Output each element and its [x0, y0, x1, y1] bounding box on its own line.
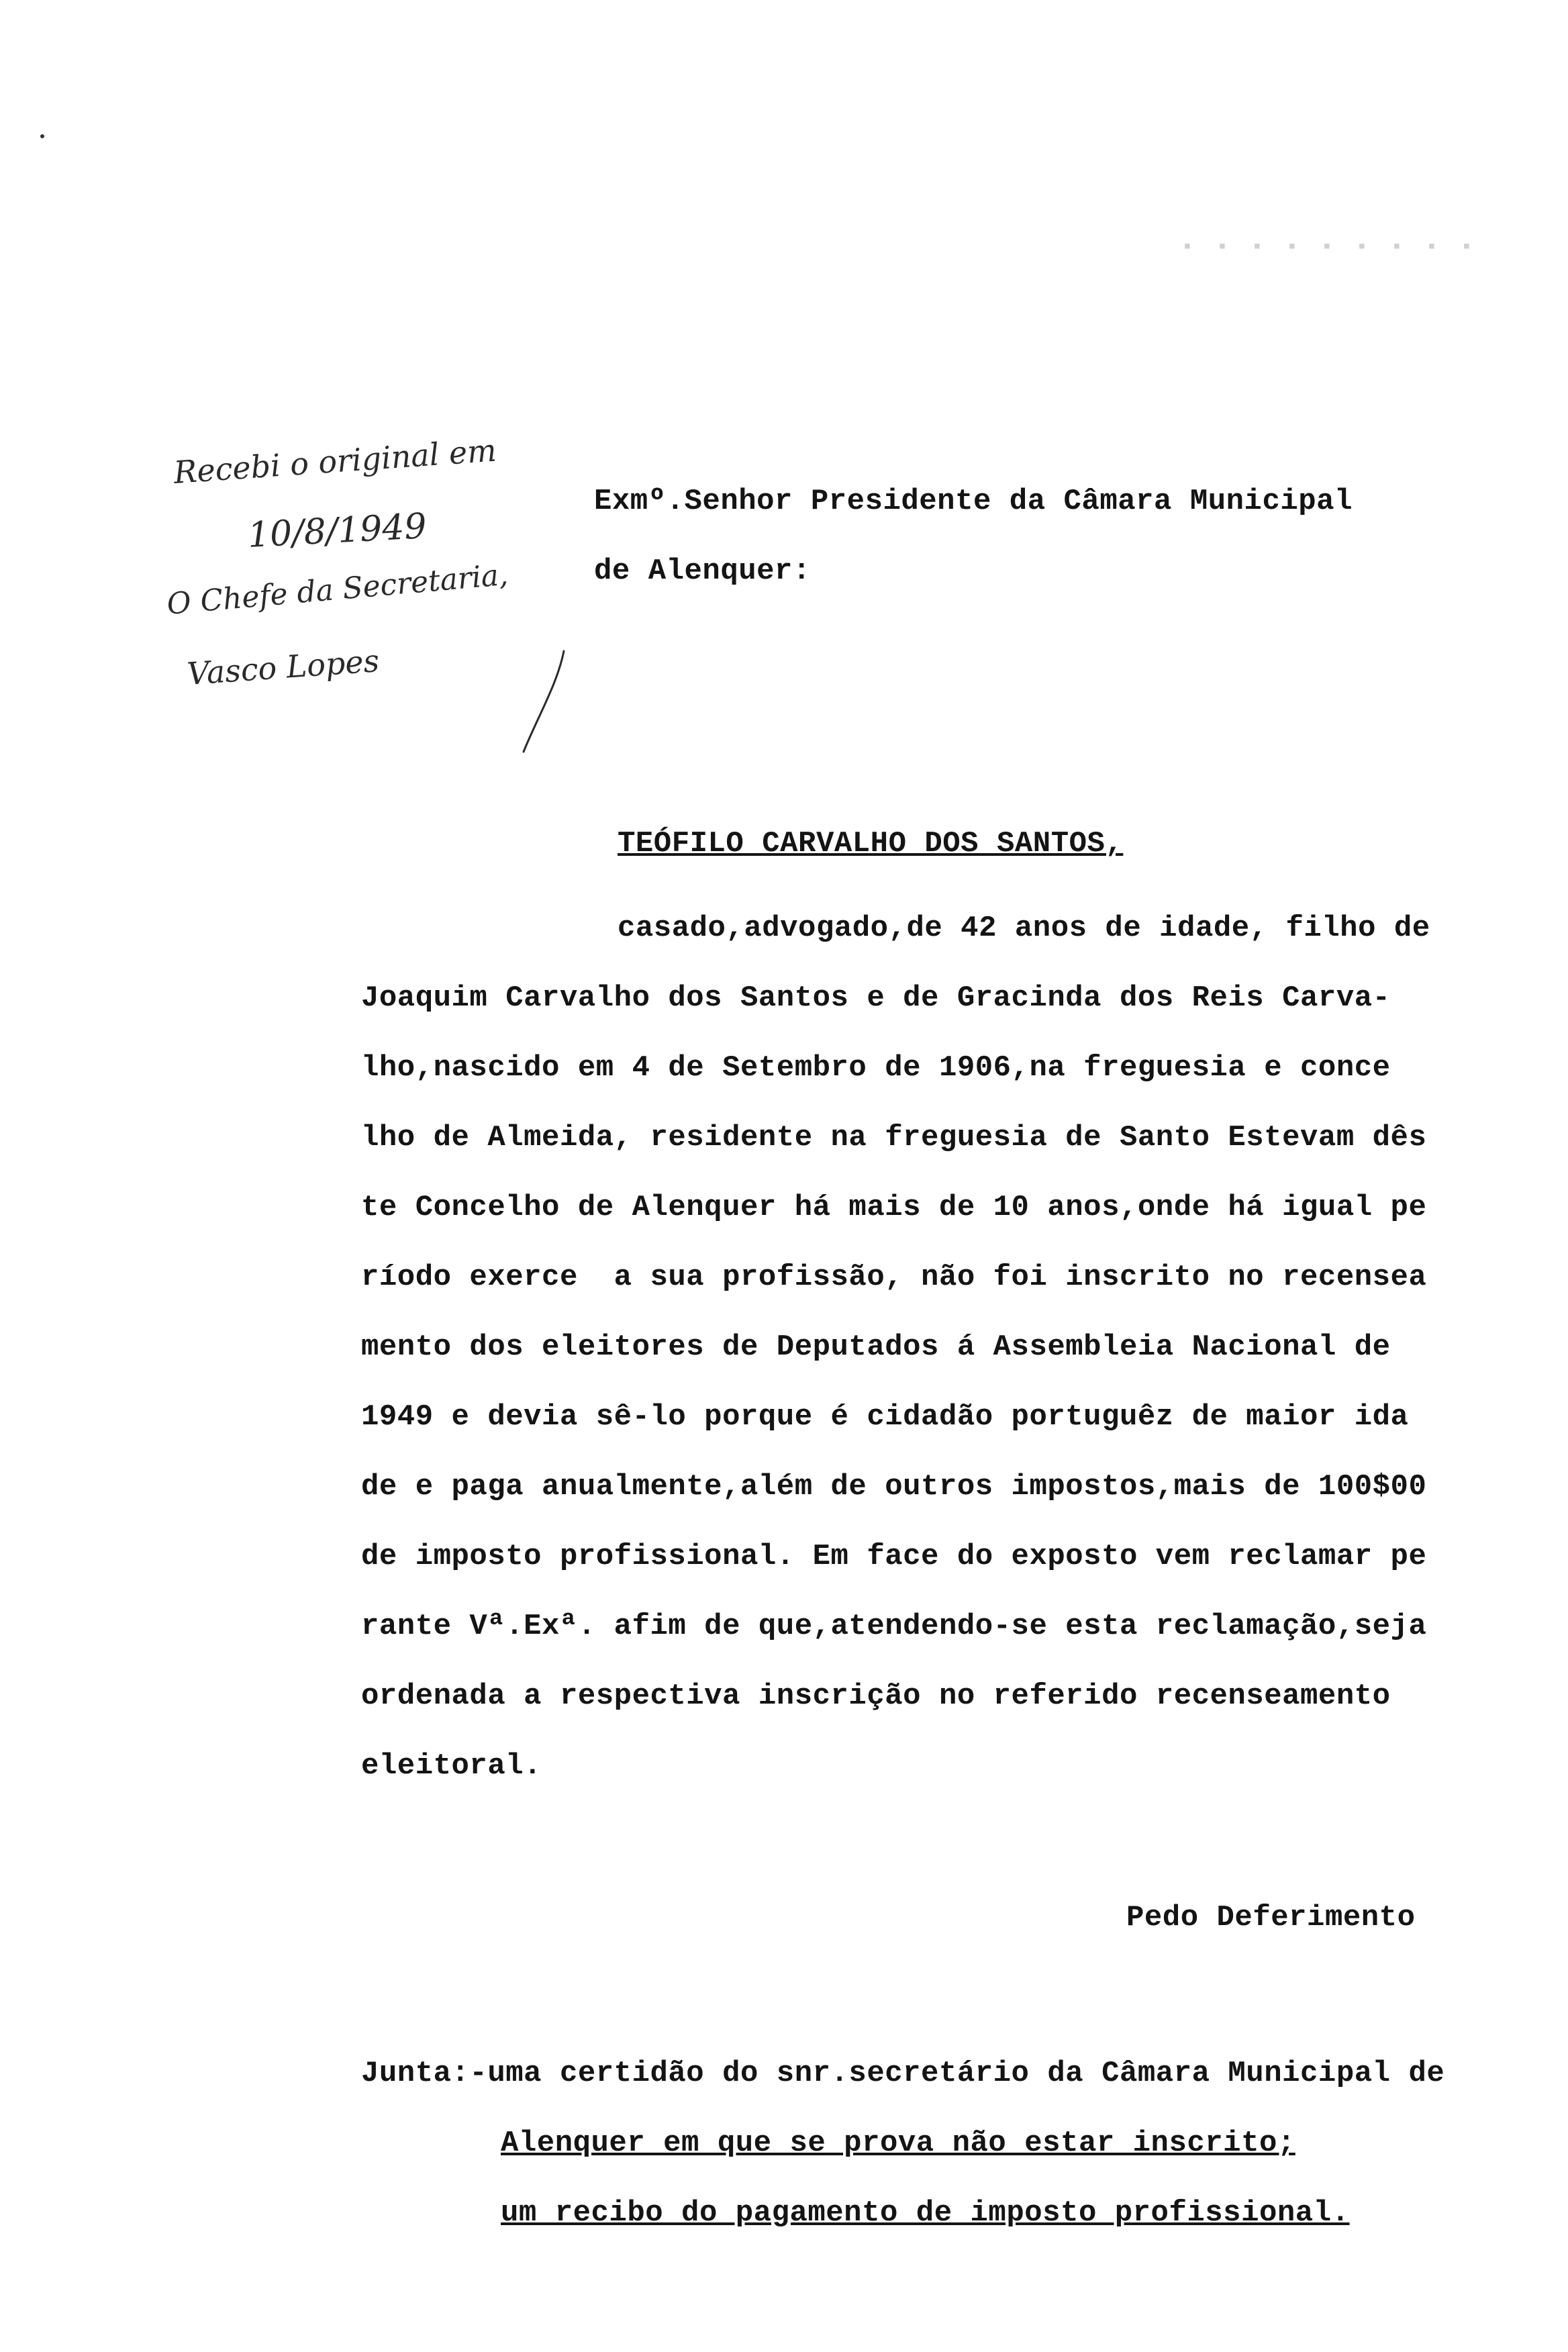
closing-request: Pedo Deferimento — [1126, 1901, 1416, 1934]
body-line: te Concelho de Alenquer há mais de 10 anos,onde há igual pe — [361, 1191, 1427, 1224]
body-line: casado,advogado,de 42 anos de idade, filho de — [618, 912, 1430, 945]
handwritten-receipt-note — [148, 430, 631, 765]
petitioner-name-heading: TEÓFILO CARVALHO DOS SANTOS, — [618, 827, 1124, 861]
body-line: rante Vª.Exª. afim de que,atendendo-se esta reclamação,seja — [361, 1610, 1427, 1643]
body-line: ríodo exerce a sua profissão, não foi inscrito no recensea — [361, 1261, 1427, 1294]
faded-reference-stamp: ▪ ▪ ▪ ▪ ▪ ▪ ▪ ▪ ▪ — [1181, 236, 1479, 259]
handwritten-line-4: Vasco Lopes — [186, 642, 381, 692]
body-line: mento dos eleitores de Deputados á Assembleia Nacional de — [361, 1330, 1391, 1364]
addressee-line-1: Exmº.Senhor Presidente da Câmara Municipal — [594, 485, 1353, 518]
annex-item-receipt: um recibo do pagamento de imposto profissional. — [501, 2196, 1350, 2230]
handwritten-line-2: 10/8/1949 — [246, 506, 428, 556]
body-line: ordenada a respectiva inscrição no referido recenseamento — [361, 1679, 1391, 1713]
handwritten-line-1: Recebi o original em — [173, 432, 498, 491]
addressee-line-2: de Alenquer: — [594, 554, 811, 588]
body-line: lho,nascido em 4 de Setembro de 1906,na freguesia e conce — [361, 1051, 1391, 1085]
scan-speck — [40, 134, 44, 138]
body-line: Joaquim Carvalho dos Santos e de Gracinda dos Reis Carva- — [361, 981, 1391, 1015]
body-line: de imposto profissional. Em face do exposto vem reclamar pe — [361, 1540, 1427, 1573]
body-line: lho de Almeida, residente na freguesia de Santo Estevam dês — [361, 1121, 1427, 1155]
annex-item-certificate: Alenquer em que se prova não estar inscrito; — [501, 2126, 1295, 2160]
body-line: eleitoral. — [361, 1749, 542, 1783]
body-line: de e paga anualmente,além de outros impostos,mais de 100$00 — [361, 1470, 1427, 1504]
handwritten-line-3: O Chefe da Secretaria, — [165, 557, 509, 622]
annex-label: Junta:-uma certidão do snr.secretário da Câmara Municipal de — [361, 2057, 1445, 2090]
body-line: 1949 e devia sê-lo porque é cidadão portuguêz de maior ida — [361, 1400, 1409, 1434]
